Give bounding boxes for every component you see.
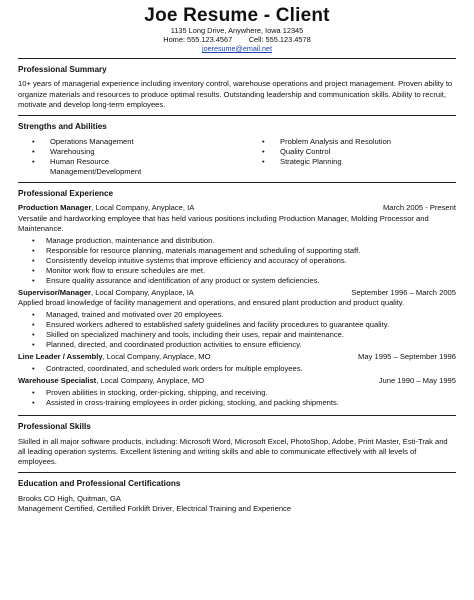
job-bullets (18, 236, 456, 286)
job-company: , Local Company, Anyplace, IA (91, 203, 195, 213)
job-bullets (18, 310, 456, 350)
job-title: Supervisor/Manager (18, 287, 92, 297)
education-school: Brooks CO High, Quitman, GA (18, 494, 121, 504)
list-item: • Responsible for resource planning, materials management and scheduling of supporting staff. (32, 246, 456, 256)
job-entry (18, 288, 456, 350)
job-dates: May 1995 – September 1996 (358, 351, 456, 361)
job-dates: September 1996 – March 2005 (351, 287, 456, 297)
list-item: • Assisted in cross-training employees in order picking, stocking, and packing shipments. (32, 398, 456, 408)
education-section (18, 473, 456, 519)
section-title: Professional Summary (18, 64, 107, 74)
job-title: Warehouse Specialist (18, 376, 97, 386)
job-dates: June 1990 – May 1995 (378, 376, 456, 386)
summary-text: 10+ years of managerial experience including inventory control, warehouse operations and project management. Proven ability to organize materials and resources to produce optimal results. Outstanding leadership and communication skills. Ability to recruit, motivate and develop long-term employees. (18, 79, 453, 109)
job-bullets (18, 388, 456, 408)
strengths-section (18, 116, 456, 183)
section-title: Professional Experience (18, 188, 114, 198)
list-item: • Ensure quality assurance and identification of any product or system deficiencies. (32, 276, 456, 286)
list-item: • Managed, trained and motivated over 20 employees. (32, 310, 456, 320)
list-item: • Ensured workers adhered to established safety guidelines and facility procedures to guarantee quality. (32, 320, 456, 330)
job-description: Versatile and hardworking employee that has held various positions including Production Manager, Molding Processor and Maintenance. (18, 213, 429, 233)
job-dates: March 2005 - Present (382, 203, 456, 213)
job-company: , Local Company, Anyplace, MO (96, 376, 205, 386)
section-title: Professional Skills (18, 422, 91, 432)
strengths-list-left (32, 137, 262, 177)
address-line: 1135 Long Drive, Anywhere, Iowa 12345 (170, 25, 304, 35)
job-entry (18, 352, 456, 374)
list-item: • Problem Analysis and Resolution (262, 137, 391, 147)
list-item: • Manage production, maintenance and distribution. (32, 236, 456, 246)
email-link[interactable]: joeresume@email.net (201, 44, 273, 53)
list-item: • Contracted, coordinated, and scheduled work orders for multiple employees. (32, 364, 456, 374)
job-entry (18, 376, 456, 408)
list-item: • Consistently develop intuitive systems that improve efficiency and accuracy of operations. (32, 256, 456, 266)
list-item: • Proven abilities in stocking, order-picking, shipping, and receiving. (32, 388, 456, 398)
list-item: • Operations Management (32, 137, 262, 147)
list-item: • Quality Control (262, 147, 391, 157)
section-title: Strengths and Abilities (18, 121, 107, 131)
list-item: • Monitor work flow to ensure schedules are met. (32, 266, 456, 276)
summary-section (18, 59, 456, 116)
job-company: , Local Company, Anyplace, MO (102, 351, 211, 361)
experience-section (18, 183, 456, 417)
candidate-name: Joe Resume - Client (144, 5, 330, 26)
list-item: • Planned, directed, and coordinated production activities to ensure efficiency. (32, 340, 456, 350)
skills-text: Skilled in all major software products, including: Microsoft Word, Microsoft Excel, PhotoShop, Adobe, Print Master, Esti-Trak and all leading operation systems. Excellent listening and writing skills and able to communicate effectively with all levels of employees. (18, 436, 448, 467)
list-item: • Human Resource Management/Development (32, 157, 182, 177)
job-title: Production Manager (18, 203, 92, 213)
job-entry (18, 203, 456, 285)
job-description: Applied broad knowledge of facility management and operations, and ensured plant production and product quality. (18, 297, 405, 307)
section-title: Education and Professional Certifications (18, 479, 181, 489)
education-certifications: Management Certified, Certified Forklift Driver, Electrical Training and Experience (18, 504, 292, 514)
strengths-list-right (262, 137, 391, 177)
list-item: • Skilled on specialized machinery and tools, including their uses, repair and maintenance. (32, 330, 456, 340)
job-title: Line Leader / Assembly (18, 351, 103, 361)
resume-header (18, 6, 456, 54)
list-item: • Warehousing (32, 147, 262, 157)
list-item: • Strategic Planning (262, 157, 391, 167)
job-company: , Local Company, Anyplace, IA (91, 287, 194, 297)
skills-section (18, 416, 456, 473)
phone-line: Home: 555.123.4567 Cell: 555.123.4578 (163, 34, 311, 44)
job-bullets (18, 364, 456, 374)
